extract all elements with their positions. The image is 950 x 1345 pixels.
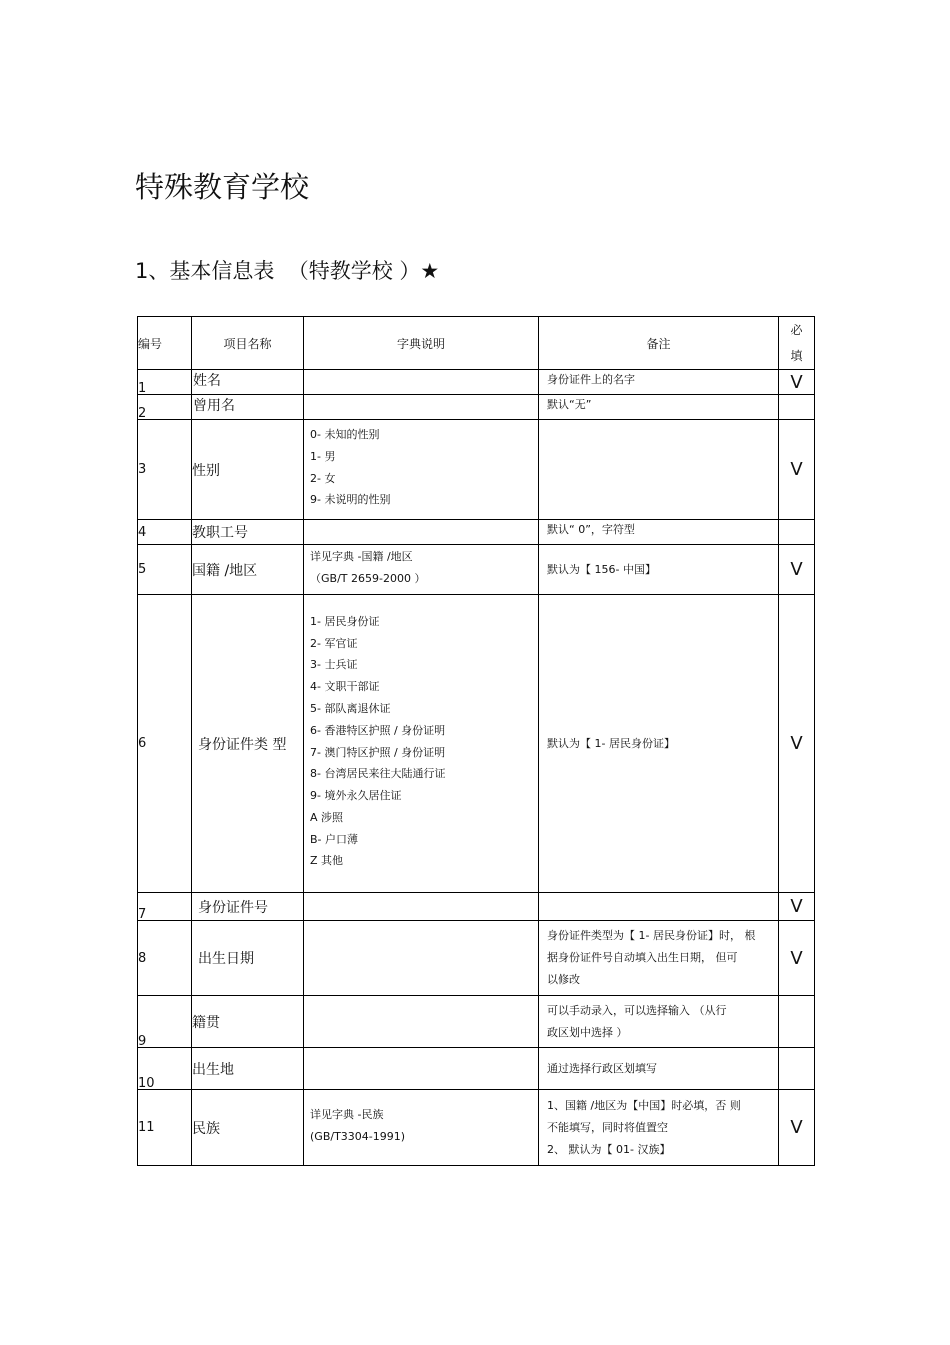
row-required: V [779, 545, 815, 595]
header-note: 备注 [539, 317, 779, 370]
header-required-line1: 必 [790, 323, 803, 337]
row-no: 5 [138, 545, 192, 595]
row-name: 教职工号 [192, 520, 304, 545]
row-name: 出生日期 [192, 921, 304, 996]
row-note: 默认为【 156- 中国】 [539, 545, 779, 595]
table-row [138, 893, 815, 921]
row-required [779, 520, 815, 545]
table-header-row [138, 317, 815, 370]
row-note [539, 420, 779, 520]
row-no: 7 [138, 893, 192, 921]
row-required: V [779, 921, 815, 996]
row-dict: 详见字典 -国籍 /地区 （GB/T 2659-2000 ） [304, 545, 539, 595]
row-no: 1 [138, 370, 192, 395]
row-name: 民族 [192, 1090, 304, 1166]
row-dict [304, 395, 539, 420]
row-note: 默认“无” [539, 395, 779, 420]
table-row [138, 595, 815, 893]
header-required-line2: 填 [790, 349, 803, 363]
row-dict [304, 996, 539, 1048]
table-row [138, 996, 815, 1048]
table-row [138, 370, 815, 395]
row-note [539, 893, 779, 921]
row-no: 8 [138, 921, 192, 996]
row-no: 6 [138, 595, 192, 893]
section-title: 1、基本信息表 （特教学校 ）★ [135, 259, 440, 283]
row-required: V [779, 595, 815, 893]
row-note: 1、国籍 /地区为【中国】时必填，否 则 不能填写，同时将值置空 2、 默认为【 01- 汉族】 [539, 1090, 779, 1166]
row-name: 姓名 [192, 370, 304, 395]
table-row [138, 545, 815, 595]
row-note: 默认“ 0”，字符型 [539, 520, 779, 545]
row-no: 11 [138, 1090, 192, 1166]
row-dict: 1- 居民身份证 2- 军官证 3- 士兵证 4- 文职干部证 5- 部队离退休证 6- 香港特区护照 / 身份证明 7- 澳门特区护照 / 身份证明 8- 台湾居民来往大陆通行证 9- 境外永久居住证 A 涉照 B- 户口薄 Z 其他 [304, 595, 539, 893]
table-row [138, 395, 815, 420]
row-name: 籍贯 [192, 996, 304, 1048]
basic-info-table [137, 316, 815, 1166]
row-required: V [779, 420, 815, 520]
row-no: 3 [138, 420, 192, 520]
row-dict [304, 370, 539, 395]
row-note: 通过选择行政区划填写 [539, 1048, 779, 1090]
row-dict [304, 1048, 539, 1090]
row-note: 默认为【 1- 居民身份证】 [539, 595, 779, 893]
row-name: 身份证件类 型 [192, 595, 304, 893]
header-no: 编号 [138, 317, 192, 370]
table-row [138, 1090, 815, 1166]
table-row [138, 520, 815, 545]
row-note: 可以手动录入，可以选择输入 （从行 政区划中选择 ） [539, 996, 779, 1048]
row-no: 2 [138, 395, 192, 420]
row-dict: 详见字典 -民族 (GB/T3304-1991) [304, 1090, 539, 1166]
table-row [138, 420, 815, 520]
row-name: 身份证件号 [192, 893, 304, 921]
document-title: 特殊教育学校 [135, 170, 310, 204]
row-no: 10 [138, 1048, 192, 1090]
table-row [138, 1048, 815, 1090]
row-required [779, 1048, 815, 1090]
header-required [779, 317, 815, 370]
header-dict: 字典说明 [304, 317, 539, 370]
row-name: 性别 [192, 420, 304, 520]
row-dict [304, 520, 539, 545]
row-no: 4 [138, 520, 192, 545]
row-required: V [779, 1090, 815, 1166]
row-required: V [779, 370, 815, 395]
row-required: V [779, 893, 815, 921]
table-row [138, 921, 815, 996]
row-name: 国籍 /地区 [192, 545, 304, 595]
row-dict [304, 893, 539, 921]
row-note: 身份证件上的名字 [539, 370, 779, 395]
row-note: 身份证件类型为【 1- 居民身份证】时， 根 据身份证件号自动填入出生日期， 但可 以修改 [539, 921, 779, 996]
row-no: 9 [138, 996, 192, 1048]
row-dict: 0- 未知的性别 1- 男 2- 女 9- 未说明的性别 [304, 420, 539, 520]
row-dict [304, 921, 539, 996]
row-required [779, 395, 815, 420]
header-name: 项目名称 [192, 317, 304, 370]
row-required [779, 996, 815, 1048]
row-name: 出生地 [192, 1048, 304, 1090]
row-name: 曾用名 [192, 395, 304, 420]
